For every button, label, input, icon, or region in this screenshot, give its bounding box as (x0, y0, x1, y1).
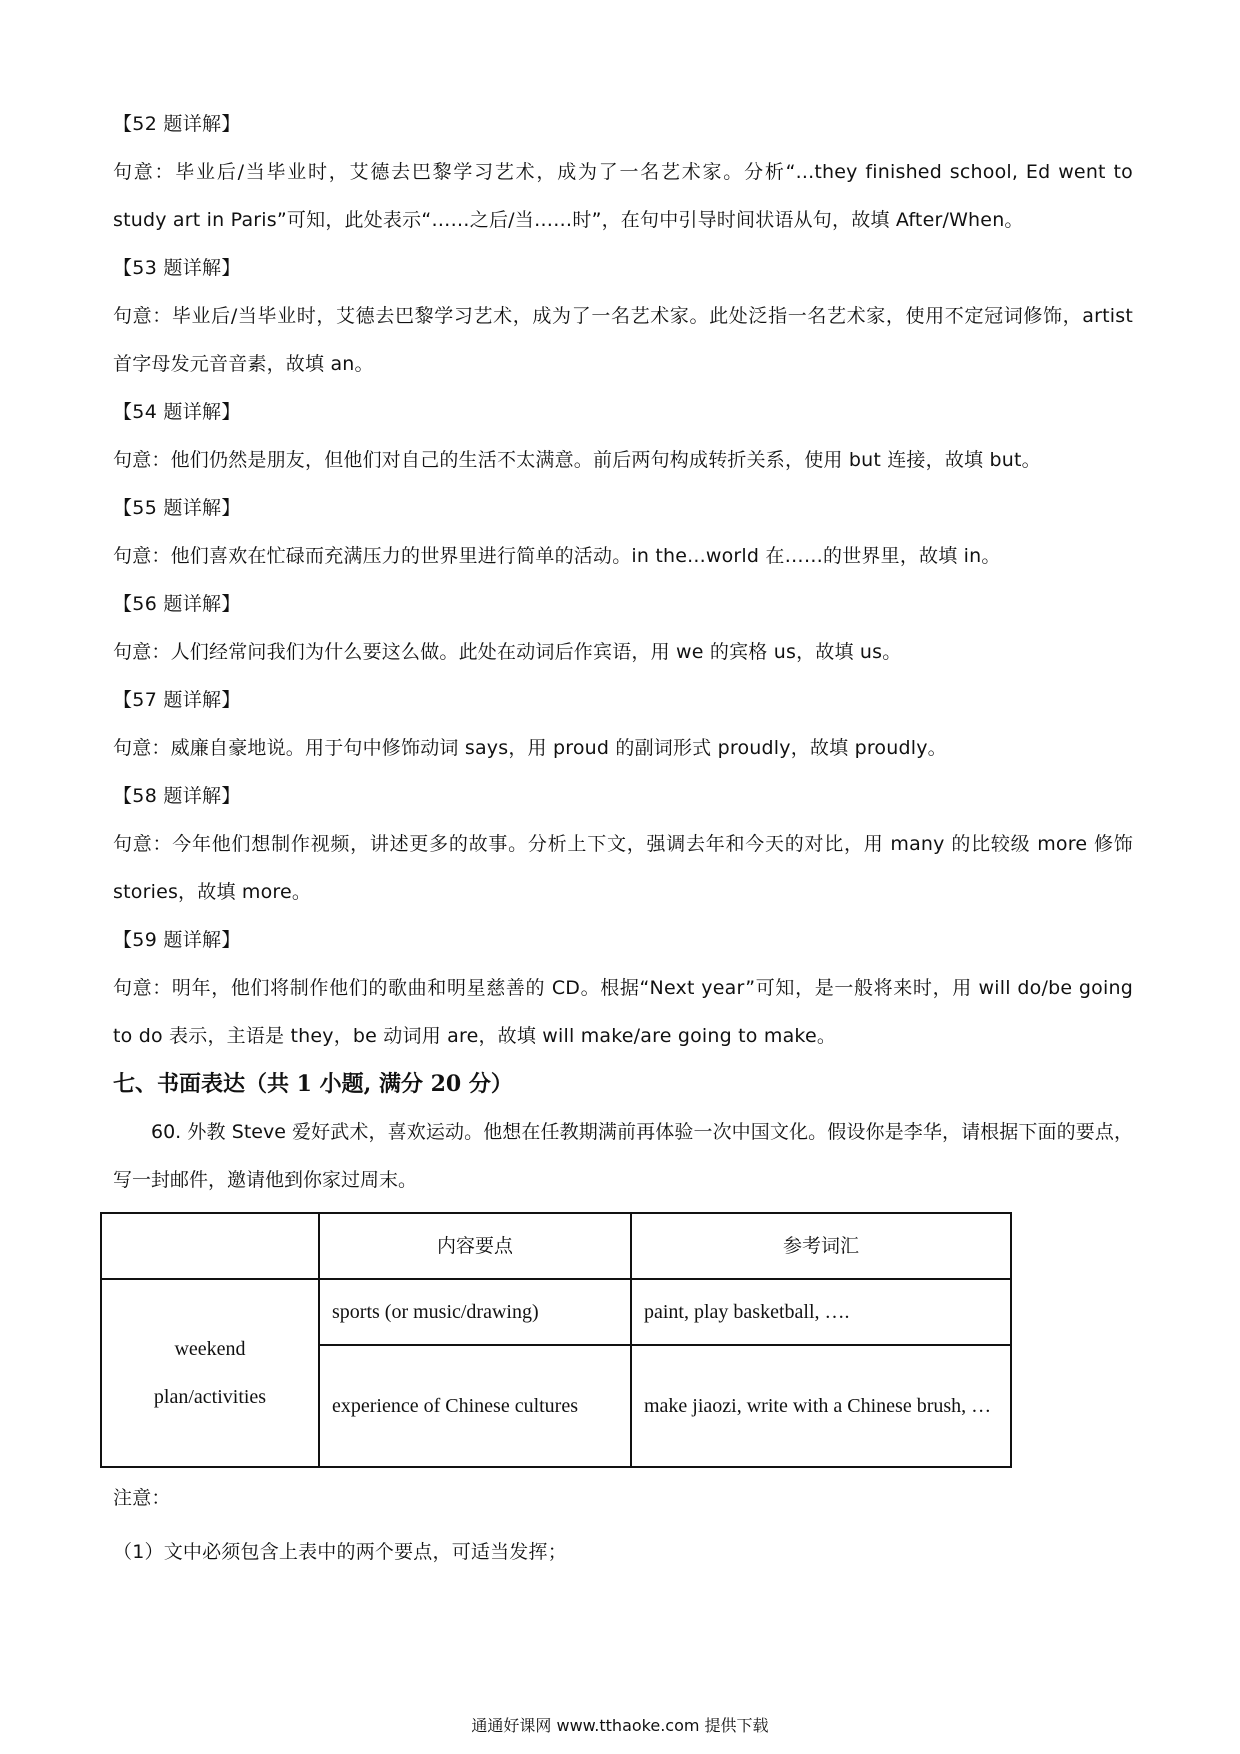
explanation-heading: 【55 题详解】 (113, 497, 241, 519)
side-label-line: plan/activities (153, 1386, 267, 1408)
document-content (113, 100, 1133, 1576)
explanation-text: 句意：他们喜欢在忙碌而充满压力的世界里进行简单的活动。in the...world 在……的世界里，故填 in。 (113, 545, 1001, 567)
page-footer: 通通好课网 www.tthaoke.com 提供下载 (471, 1716, 769, 1735)
explanation-text: 句意：今年他们想制作视频，讲述更多的故事。分析上下文，强调去年和今天的对比，用 many 的比较级 more 修饰 stories，故填 more。 (113, 833, 1133, 903)
side-label-cell (101, 1279, 319, 1467)
explanation-heading: 【54 题详解】 (113, 401, 241, 423)
explanation-heading: 【58 题详解】 (113, 785, 241, 807)
explanation-59 (113, 916, 1133, 1060)
explanation-56 (113, 580, 1133, 676)
table-header-cell: 参考词汇 (631, 1213, 1011, 1279)
table-cell-content: sports (or music/drawing) (319, 1279, 631, 1345)
note-item: （1）文中必须包含上表中的两个要点，可适当发挥； (113, 1541, 567, 1563)
table-cell-vocab: make jiaozi, write with a Chinese brush, … (631, 1345, 1011, 1467)
table-row (101, 1279, 1011, 1345)
explanation-55 (113, 484, 1133, 580)
explanation-heading: 【52 题详解】 (113, 113, 241, 135)
explanation-53 (113, 244, 1133, 388)
explanation-text: 句意：毕业后/当毕业时，艾德去巴黎学习艺术，成为了一名艺术家。分析“...they finished school, Ed went to study art in Paris”可知，此处表示“……之后/当……时”，在句中引导时间状语从句，故填 After/When。 (113, 161, 1133, 231)
side-label-line: weekend (174, 1338, 246, 1360)
explanation-58 (113, 772, 1133, 916)
table-header-cell: 内容要点 (319, 1213, 631, 1279)
explanation-heading: 【56 题详解】 (113, 593, 241, 615)
explanation-heading: 【57 题详解】 (113, 689, 241, 711)
explanation-52 (113, 100, 1133, 244)
explanation-text: 句意：他们仍然是朋友，但他们对自己的生活不太满意。前后两句构成转折关系，使用 but 连接，故填 but。 (113, 449, 1041, 471)
explanation-heading: 【53 题详解】 (113, 257, 241, 279)
explanation-54 (113, 388, 1133, 484)
explanation-57 (113, 676, 1133, 772)
explanation-text: 句意：人们经常问我们为什么要这么做。此处在动词后作宾语，用 we 的宾格 us，故填 us。 (113, 641, 902, 663)
section-title: 七、书面表达（共 1 小题, 满分 20 分） (113, 1071, 513, 1097)
table-header-cell (101, 1213, 319, 1279)
table-cell-content: experience of Chinese cultures (319, 1345, 631, 1467)
table-header-row (101, 1213, 1011, 1279)
explanation-text: 句意：威廉自豪地说。用于句中修饰动词 says，用 proud 的副词形式 proudly，故填 proudly。 (113, 737, 947, 759)
note-label: 注意： (113, 1487, 171, 1509)
explanation-text: 句意：明年，他们将制作他们的歌曲和明星慈善的 CD。根据“Next year”可知，是一般将来时，用 will do/be going to do 表示，主语是 they，be 动词用 are，故填 will make/are going to make。 (113, 977, 1133, 1047)
explanation-text: 句意：毕业后/当毕业时，艾德去巴黎学习艺术，成为了一名艺术家。此处泛指一名艺术家，使用不定冠词修饰，artist 首字母发元音音素，故填 an。 (113, 305, 1133, 375)
question-intro: 60. 外教 Steve 爱好武术，喜欢运动。他想在任教期满前再体验一次中国文化。假设你是李华，请根据下面的要点，写一封邮件，邀请他到你家过周末。 (113, 1121, 1133, 1191)
key-points-table (100, 1212, 1012, 1468)
explanation-heading: 【59 题详解】 (113, 929, 241, 951)
table-cell-vocab: paint, play basketball, …. (631, 1279, 1011, 1345)
